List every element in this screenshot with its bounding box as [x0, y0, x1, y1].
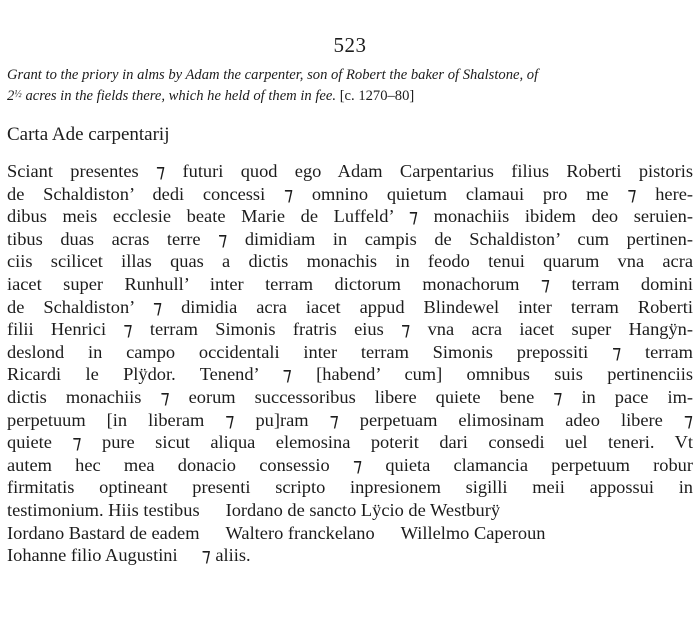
charter-line: Sciant presentes ⁊ futuri quod ego Adam Carpentarius filius Roberti pistoris — [7, 161, 693, 181]
witness-name: Iohanne filio Augustini — [7, 545, 178, 566]
charter-line: tibus duas acras terre ⁊ dimidiam in campis de Schaldiston’ cum pertinen- — [7, 228, 693, 249]
charter-number: 523 — [333, 33, 367, 57]
summary-fraction-part: ½ — [14, 89, 22, 100]
witness-closing: ⁊ aliis. — [201, 545, 251, 566]
summary-fraction-whole: 2 — [7, 88, 15, 104]
witness-name: Willelmo Caperoun — [400, 522, 546, 543]
charter-line: testimonium. Hiis testibus — [7, 499, 200, 520]
charter-line: deslond in campo occidentali inter terram Simonis prepossiti ⁊ terram — [7, 341, 693, 362]
charter-heading: Carta Ade carpentarij — [7, 124, 170, 145]
witness-line-3 — [7, 544, 693, 567]
witness-name: Waltero franckelano — [225, 522, 375, 543]
charter-line: Ricardi le Plÿdor. Tenend’ ⁊ [habend’ cum] omnibus suis pertinenciis — [7, 364, 693, 385]
summary-acres — [7, 88, 336, 104]
summary-line-1 — [7, 65, 695, 86]
charter-line: dibus meis ecclesie beate Marie de Luffeld’ ⁊ monachiis ibidem deo seruien- — [7, 206, 693, 227]
witness-line-1 — [7, 499, 693, 522]
charter-line: autem hec mea donacio consessio ⁊ quieta clamancia perpetuum robur — [7, 454, 693, 475]
charter-line: firmitatis optineant presenti scripto inpresionem sigilli meii appossui in — [7, 477, 693, 498]
charter-line: quiete ⁊ pure sicut aliqua elemosina poterit dari consedi uel teneri. Vt — [7, 432, 693, 453]
charter-line: de Schaldiston’ ⁊ dimidia acra iacet appud Blindewel inter terram Roberti — [7, 296, 693, 317]
charter-line: filii Henrici ⁊ terram Simonis fratris eius ⁊ vna acra iacet super Hangÿn- — [7, 319, 693, 340]
charter-summary — [7, 65, 695, 107]
charter-line: ciis scilicet illas quas a dictis monachis in feodo tenui quarum vna acra — [7, 251, 693, 272]
summary-text-1: Grant to the priory in alms by Adam the carpenter, son of Robert the baker of Shalstone, of — [7, 67, 539, 83]
summary-date: [c. 1270–80] — [339, 88, 415, 104]
witness-line-2 — [7, 522, 693, 545]
summary-line-2 — [7, 86, 695, 107]
charter-line: de Schaldiston’ dedi concessi ⁊ omnino quietum clamaui pro me ⁊ here- — [7, 183, 693, 204]
charter-line: perpetuum [in liberam ⁊ pu]ram ⁊ perpetuam elimosinam adeo libere ⁊ — [7, 409, 693, 430]
charter-line: dictis monachiis ⁊ eorum successoribus libere quiete bene ⁊ in pace im- — [7, 386, 693, 407]
witness-name: Iordano de sancto Lÿcio de Westburÿ — [225, 499, 501, 520]
summary-text-2: acres in the fields there, which he held of them in fee. — [21, 88, 337, 104]
charter-text — [7, 160, 693, 567]
witness-name: Iordano Bastard de eadem — [7, 522, 200, 543]
charter-line: iacet super Runhull’ inter terram dictorum monachorum ⁊ terram domini — [7, 273, 693, 294]
